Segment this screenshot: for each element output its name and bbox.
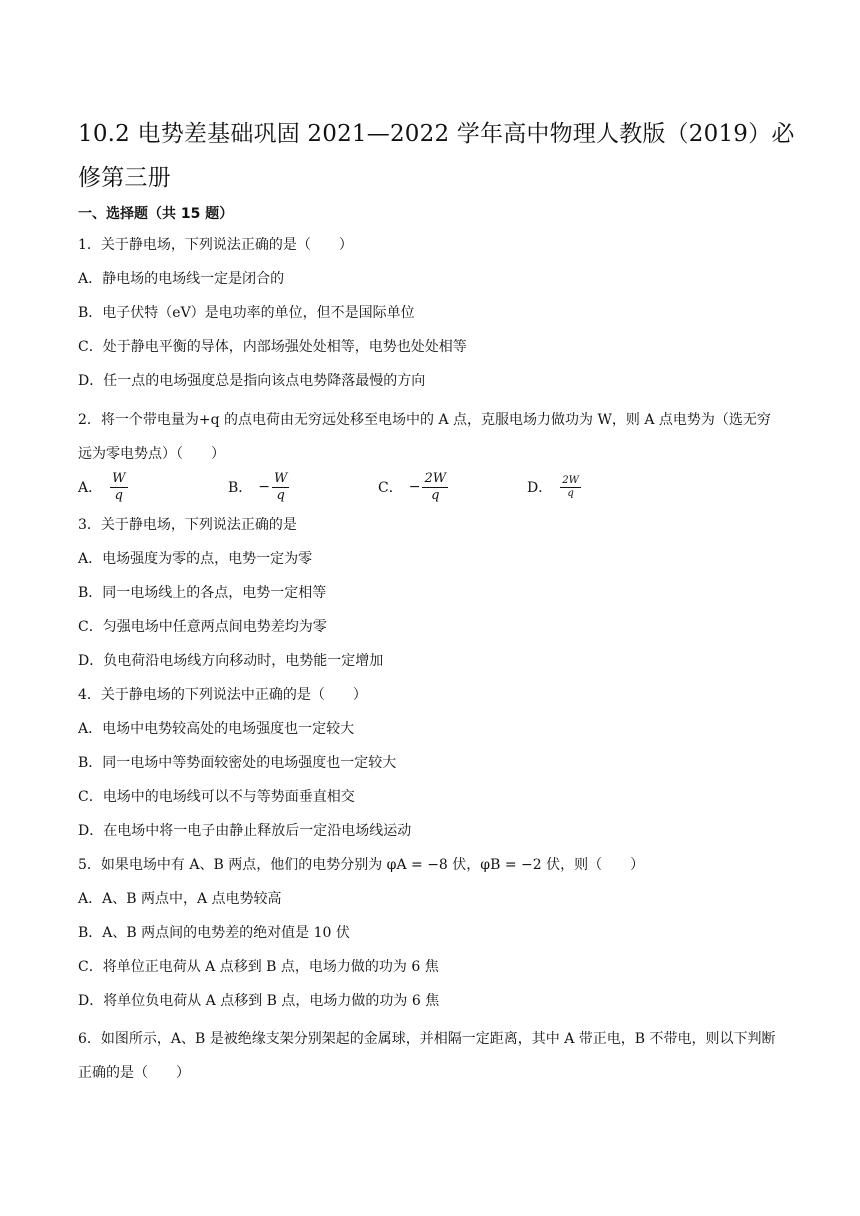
q4-option-a: A．电场中电势较高处的电场强度也一定较大 [78, 721, 355, 737]
q6-stem: 6．如图所示，A、B 是被绝缘支架分别架起的金属球，并相隔一定距离，其中 A 带正电，B 不带电，则以下判断正确的是（ ） [78, 1031, 776, 1081]
q5-option-a: A．A、B 两点中，A 点电势较高 [78, 891, 282, 907]
q1-stem: 1．关于静电场，下列说法正确的是（ ） [78, 237, 353, 253]
q2-option-b [228, 466, 289, 508]
q3-option-a: A．电场强度为零的点，电势一定为零 [78, 551, 313, 567]
fraction [110, 471, 127, 504]
q1-option-c: C．处于静电平衡的导体，内部场强处处相等，电势也处处相等 [78, 339, 467, 355]
fraction-denominator: q [276, 487, 285, 503]
q4-option-b: B．同一电场中等势面较密处的电场强度也一定较大 [78, 755, 397, 771]
fraction-denominator: q [431, 487, 440, 503]
q1-option-b: B．电子伏特（eV）是电功率的单位，但不是国际单位 [78, 305, 415, 321]
q5-stem: 5．如果电场中有 A、B 两点，他们的电势分别为 φA = −8 伏，φB = −2 伏，则（ ） [78, 857, 645, 873]
q5-option-d: D．将单位负电荷从 A 点移到 B 点，电场力做的功为 6 焦 [78, 993, 440, 1009]
q2-stem: 2．将一个带电量为+q 的点电荷由无穷远处移至电场中的 A 点，克服电场力做功为 W，则 A 点电势为（选无穷远为零电势点）（ ） [78, 412, 771, 462]
option-sign: − [258, 479, 271, 495]
q3-option-b: B．同一电场线上的各点，电势一定相等 [78, 585, 327, 601]
section-heading: 一、选择题（共 15 题） [78, 206, 234, 222]
fraction-numerator: 2W [562, 474, 579, 486]
q4-option-d: D．在电场中将一电子由静止释放后一定沿电场线运动 [78, 823, 412, 839]
q3-option-d: D．负电荷沿电场线方向移动时，电势能一定增加 [78, 653, 384, 669]
fraction-denominator: q [114, 487, 123, 503]
q4-stem: 4．关于静电场的下列说法中正确的是（ ） [78, 687, 367, 703]
q3-stem: 3．关于静电场，下列说法正确的是 [78, 517, 297, 533]
fraction [272, 471, 289, 504]
q3-option-c: C．匀强电场中任意两点间电势差均为零 [78, 619, 327, 635]
q5-option-b: B．A、B 两点间的电势差的绝对值是 10 伏 [78, 925, 350, 941]
q2-option-a [78, 466, 128, 508]
document-title: 10.2 电势差基础巩固 2021—2022 学年高中物理人教版（2019）必修第三册 [78, 121, 795, 191]
q2-option-c [378, 466, 448, 508]
option-label: A． [78, 480, 103, 496]
fraction [560, 475, 581, 500]
option-label: D． [527, 480, 553, 496]
option-sign: − [408, 479, 421, 495]
q4-option-c: C．电场中的电场线可以不与等势面垂直相交 [78, 789, 355, 805]
q1-option-a: A．静电场的电场线一定是闭合的 [78, 271, 285, 287]
fraction-numerator: W [274, 470, 288, 486]
fraction [422, 471, 448, 504]
fraction-numerator: 2W [424, 470, 447, 486]
q1-option-d: D．任一点的电场强度总是指向该点电势降落最慢的方向 [78, 373, 426, 389]
fraction-denominator: q [567, 487, 574, 499]
fraction-numerator: W [112, 470, 126, 486]
option-label: B． [228, 480, 253, 496]
option-label: C． [378, 480, 403, 496]
q2-options [78, 466, 678, 508]
q2-option-d [527, 466, 581, 508]
q5-option-c: C．将单位正电荷从 A 点移到 B 点，电场力做的功为 6 焦 [78, 959, 439, 975]
